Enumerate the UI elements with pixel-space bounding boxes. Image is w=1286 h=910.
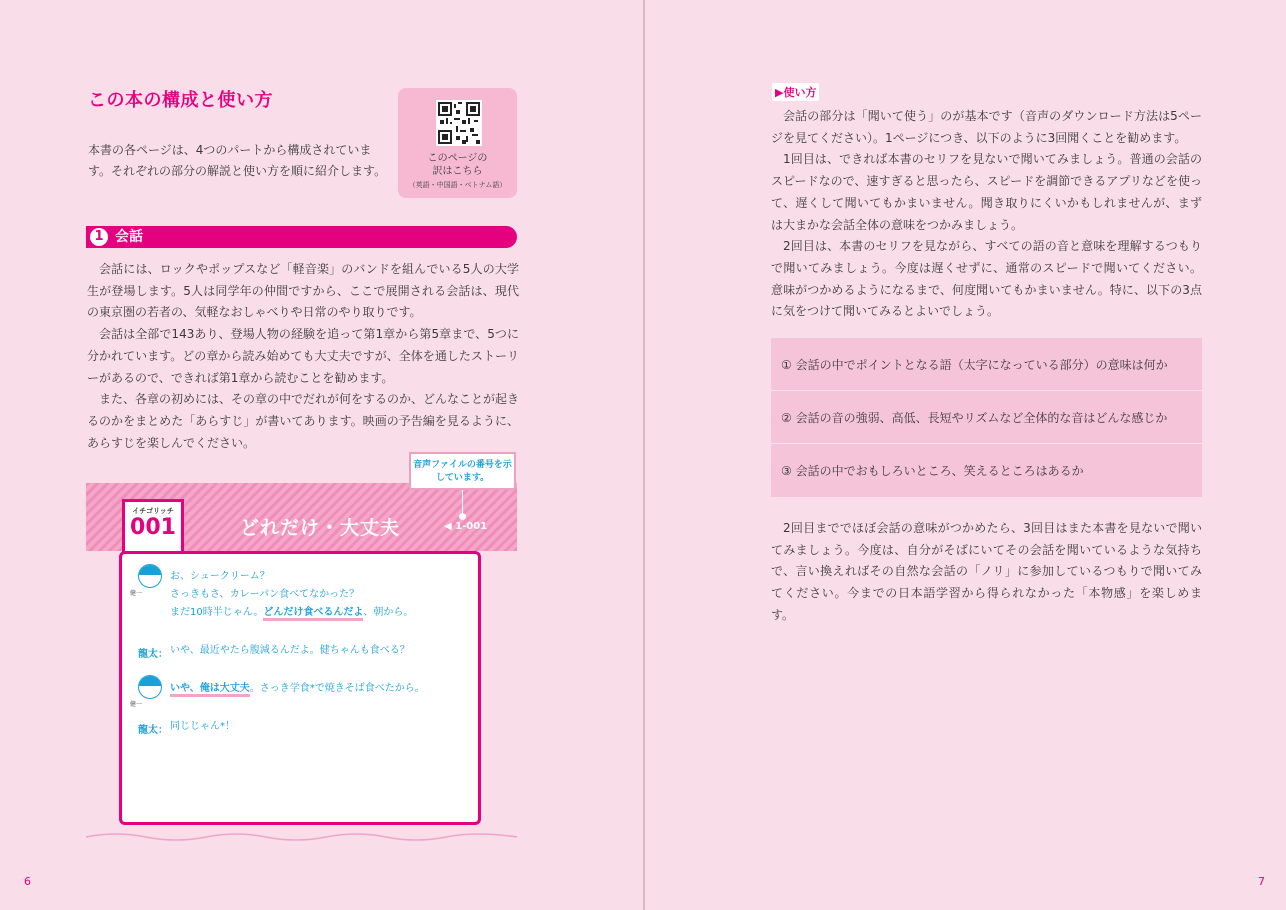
point-item: ② 会話の音の強弱、高低、長短やリズムなど全体的な音はどんな感じか — [771, 391, 1202, 444]
dialog-line: いや、最近やたら腹減るんだよ。健ちゃんも食べる？ — [170, 645, 410, 656]
kenichi-avatar-icon — [138, 564, 162, 588]
dialog-line: まだ10時半じゃん。どんだけ食べるんだよ、朝から。 — [170, 606, 413, 620]
paragraph: 会話は全部で143あり、登場人物の経験を追って第1章から第5章まで、5つに分かれています。どの章から読み始めても大丈夫ですが、全体を通したストーリーがあるので、できれば第1章から読むことを勧めます。 — [87, 327, 519, 385]
point-item: ① 会話の中でポイントとなる語（太字になっている部分）の意味は何か — [771, 338, 1202, 391]
qr-languages: （英語・中国語・ベトナム語） — [408, 181, 507, 189]
dialog-line: 同じじゃん*！ — [170, 721, 235, 732]
dialog-line: お、シュークリーム？ — [170, 571, 270, 582]
torn-edge-wave — [86, 831, 517, 845]
sample-title: どれだけ・大丈夫 — [240, 517, 401, 539]
qr-code-icon[interactable] — [436, 100, 482, 146]
section-header — [86, 226, 517, 248]
page-number-right: 7 — [1258, 875, 1265, 888]
speaker-label: 龍太： — [138, 725, 168, 736]
page-number-left: 6 — [24, 875, 31, 888]
closing-body — [771, 518, 1202, 627]
paragraph: 会話の部分は「聞いて使う」のが基本です（音声のダウンロード方法は5ページを見てください）。1ページにつき、以下のように3回聞くことを勧めます。 — [771, 109, 1202, 145]
qr-translation-box[interactable] — [398, 88, 517, 198]
section-body — [87, 259, 519, 454]
chapter-number-box: イチゴリッチ 001 — [122, 499, 184, 555]
paragraph: 1回目は、できれば本書のセリフを見ないで聞いてみましょう。普通の会話のスピードなので、速すぎると思ったら、スピードを調節できるアプリなどを使って、遅くして聞いてもかまいません。聞き取りにくいかもしれませんが、まずは大まかな会話全体の意味をつかみましょう。 — [771, 152, 1202, 232]
dialog-line: いや、俺は大丈夫。さっき学食*で焼きそば食べたから。 — [170, 682, 425, 696]
paragraph: また、各章の初めには、その章の中でだれが何をするのか、どんなことが起きるのかをまとめた「あらすじ」が書いてあります。映画の予告編を見るように、あらすじを楽しんでください。 — [87, 392, 520, 450]
sample-page-illustration — [86, 483, 517, 843]
intro-text: 本書の各ページは、4つのパートから構成されています。それぞれの部分の解説と使い方を順に紹介します。 — [88, 143, 387, 178]
qr-caption: このページの 訳はこちら — [427, 153, 488, 177]
callout-dot — [459, 513, 466, 520]
page-title: この本の構成と使い方 — [88, 90, 273, 111]
kenichi-avatar-icon — [138, 675, 162, 699]
paragraph: 2回目まででほぼ会話の意味がつかめたら、3回目はまた本書を見ないで聞いてみましょう。今度は、自分がそばにいてその会話を聞いているような気持ちで、言い換えればその自然な会話の「ノリ」に参加しているつもりで聞いてみてください。今までの日本語学習から得られなかった「本物感」を楽しめます。 — [771, 521, 1202, 622]
dialog-box — [119, 551, 481, 825]
audio-callout: 音声ファイルの番号を示しています。 — [409, 452, 516, 490]
paragraph: 会話には、ロックやポップスなど「軽音楽」のバンドを組んでいる5人の大学生が登場します。5人は同学年の仲間ですから、ここで展開される会話は、現代の東京圏の若者の、気軽なおしゃべりや日常のやり取りです。 — [87, 262, 519, 320]
listening-points-box — [771, 338, 1202, 497]
audio-track-label[interactable]: ◀ 1-001 — [444, 521, 488, 532]
dialog-line: さっきもさ、カレーパン食べてなかった？ — [170, 589, 360, 600]
paragraph: 2回目は、本書のセリフを見ながら、すべての語の音と意味を理解するつもりで聞いてみましょう。今度は遅くせずに、通常のスピードで聞いてください。意味がつかめるようになるまで、何度聞いてもかまいません。特に、以下の3点に気をつけて聞いてみるとよいでしょう。 — [771, 239, 1202, 319]
section-number: 1 — [90, 228, 108, 246]
usage-heading: ▶使い方 — [772, 83, 819, 101]
point-item: ③ 会話の中でおもしろいところ、笑えるところはあるか — [781, 464, 1084, 478]
speaker-label: 龍太： — [138, 649, 168, 660]
section-title: 会話 — [115, 229, 143, 245]
avatar-label: 健一 — [130, 701, 143, 708]
avatar-label: 健一 — [130, 590, 143, 597]
usage-body — [771, 106, 1202, 323]
speaker-icon: ◀ — [444, 521, 452, 532]
